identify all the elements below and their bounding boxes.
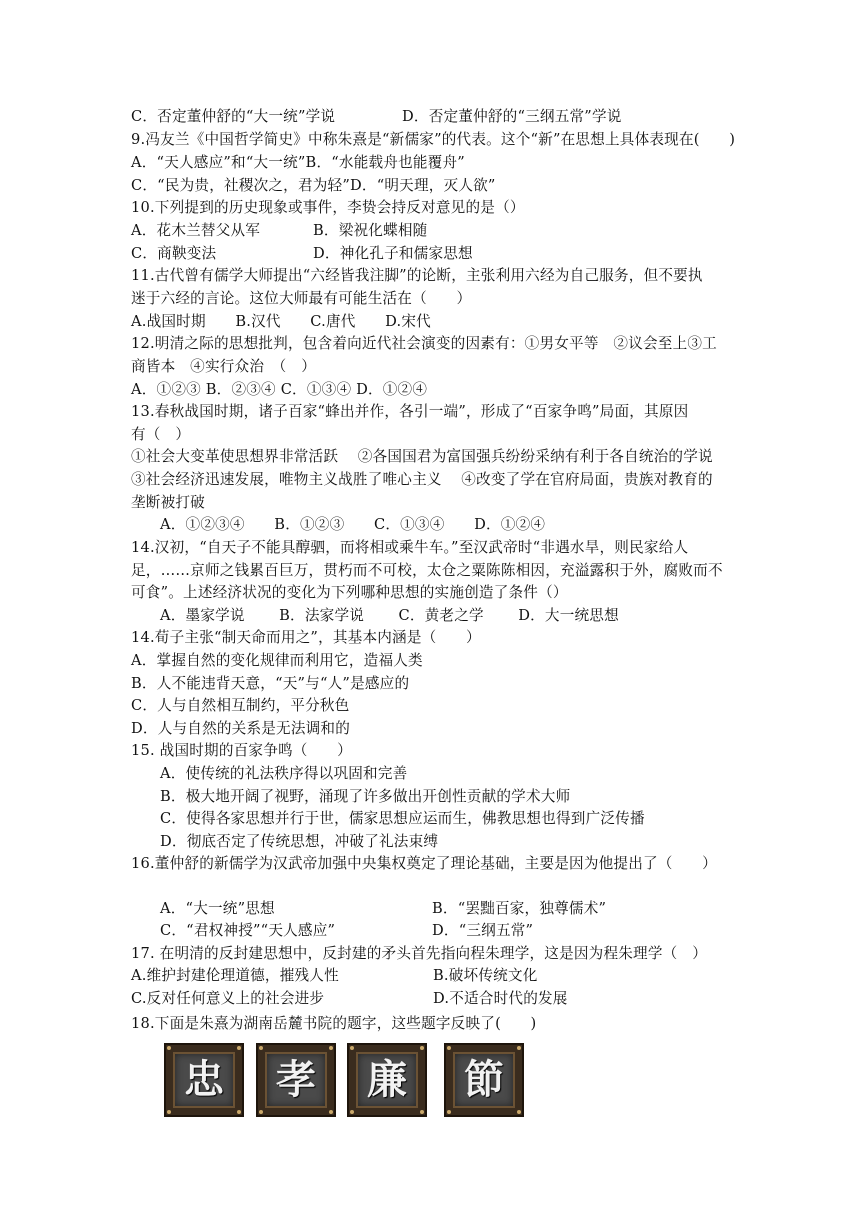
question-stem: 16.董仲舒的新儒学为汉武帝加强中央集权奠定了理论基础，主要是因为他提出了（ ） — [131, 855, 717, 872]
option-d: D．神化孔子和儒家思想 — [313, 245, 473, 262]
nail-icon — [237, 1110, 241, 1114]
option-d: D．“三纲五常” — [432, 922, 534, 939]
option-d: D.不适合时代的发展 — [433, 990, 568, 1007]
nail-icon — [447, 1046, 451, 1050]
option-line: D．彻底否定了传统思想，冲破了礼法束缚 — [160, 833, 439, 850]
calligraphy-character: 廉 — [367, 1056, 407, 1103]
calligraphy-tablet — [347, 1043, 427, 1117]
nail-icon — [167, 1046, 171, 1050]
nail-icon — [420, 1110, 424, 1114]
option-a: A．花木兰替父从军 — [131, 222, 261, 239]
option-line: C．使得各家思想并行于世，儒家思想应运而生，佛教思想也得到广泛传播 — [160, 810, 645, 827]
question-stem: 商皆本 ④实行众治 （ ） — [131, 358, 317, 375]
question-stem: 迷于六经的言论。这位大师最有可能生活在（ ） — [131, 290, 472, 307]
option-a: A．“大一统”思想 — [160, 900, 275, 917]
option-b: B．“罢黜百家，独尊儒术” — [432, 900, 607, 917]
nail-icon — [237, 1046, 241, 1050]
nail-icon — [420, 1046, 424, 1050]
statement-line: 垄断被打破 — [131, 494, 205, 511]
question-stem: 17. 在明清的反封建思想中，反封建的矛头首先指向程朱理学，这是因为程朱理学（ ） — [131, 945, 708, 962]
option-b: B.破坏传统文化 — [433, 967, 538, 984]
question-stem: 12.明清之际的思想批判，包含着向近代社会演变的因素有：①男女平等 ②议会至上③工 — [131, 335, 717, 352]
option-line — [160, 921, 534, 941]
question-stem: 足，……京师之钱累百巨万，贯朽而不可校，太仓之粟陈陈相因，充溢露积于外，腐败而不 — [131, 562, 723, 579]
question-stem: 13.春秋战国时期，诸子百家“蜂出并作，各引一端”，形成了“百家争鸣”局面，其原因 — [131, 403, 689, 420]
calligraphy-tablet — [444, 1043, 524, 1117]
nail-icon — [259, 1110, 263, 1114]
option-a: A.维护封建伦理道德，摧残人性 — [131, 967, 339, 984]
statement-line: ①社会大变革使思想界非常活跃 ②各国国君为富国强兵纷纷采纳有利于各自统治的学说 — [131, 448, 713, 465]
option-line: B．人不能违背天意，“天”与“人”是感应的 — [131, 675, 410, 692]
option-d: D．否定董仲舒的“三纲五常”学说 — [402, 108, 622, 125]
nail-icon — [350, 1046, 354, 1050]
nail-icon — [447, 1110, 451, 1114]
option-line — [131, 966, 538, 986]
option-c: C．商鞅变法 — [131, 245, 217, 262]
option-line: A．墨家学说 B．法家学说 C．黄老之学 D．大一统思想 — [160, 607, 619, 624]
calligraphy-character: 忠 — [184, 1056, 224, 1103]
calligraphy-character: 孝 — [276, 1056, 316, 1103]
question-stem: 11.古代曾有儒学大师提出“六经皆我注脚”的论断，主张利用六经为自己服务，但不要执 — [131, 267, 703, 284]
option-line — [131, 989, 568, 1009]
question-stem: 14.汉初，“自天子不能具醇驷，而将相或乘牛车。”至汉武帝时“非遇水旱，则民家给人 — [131, 539, 689, 556]
option-line — [160, 899, 607, 919]
nail-icon — [350, 1110, 354, 1114]
option-line: B．极大地开阔了视野，涌现了许多做出开创性贡献的学术大师 — [160, 788, 571, 805]
option-line — [131, 107, 622, 127]
option-c: C．否定董仲舒的“大一统”学说 — [131, 108, 336, 125]
nail-icon — [259, 1046, 263, 1050]
option-line: A．掌握自然的变化规律而利用它，造福人类 — [131, 652, 423, 669]
option-line: C．人与自然相互制约，平分秋色 — [131, 697, 350, 714]
question-stem: 有（ ） — [131, 426, 191, 443]
question-stem: 15. 战国时期的百家争鸣（ ） — [131, 742, 352, 759]
option-line: C．“民为贵，社稷次之，君为轻”D．“明天理，灭人欲” — [131, 177, 496, 194]
option-line: A．使传统的礼法秩序得以巩固和完善 — [160, 765, 408, 782]
calligraphy-character: 節 — [464, 1056, 504, 1103]
calligraphy-tablet — [256, 1043, 336, 1117]
nail-icon — [329, 1046, 333, 1050]
nail-icon — [517, 1046, 521, 1050]
question-stem: 18.下面是朱熹为湖南岳麓书院的题字，这些题字反映了( ) — [131, 1015, 537, 1032]
option-line — [131, 244, 473, 264]
option-c: C.反对任何意义上的社会进步 — [131, 990, 325, 1007]
option-c: C．“君权神授”“天人感应” — [160, 922, 336, 939]
question-stem: 10.下列提到的历史现象或事件，李贽会持反对意见的是（） — [131, 199, 525, 216]
statement-line: ③社会经济迅速发展，唯物主义战胜了唯心主义 ④改变了学在官府局面，贵族对教育的 — [131, 471, 713, 488]
option-line: A．①②③ B．②③④ C．①③④ D．①②④ — [131, 381, 428, 398]
nail-icon — [167, 1110, 171, 1114]
option-b: B．梁祝化蝶相随 — [313, 222, 428, 239]
question-stem: 14.荀子主张“制天命而用之”，其基本内涵是（ ） — [131, 629, 481, 646]
option-line: D．人与自然的关系是无法调和的 — [131, 720, 351, 737]
nail-icon — [517, 1110, 521, 1114]
calligraphy-tablet — [164, 1043, 244, 1117]
option-line — [131, 221, 428, 241]
option-line: A.战国时期 B.汉代 C.唐代 D.宋代 — [131, 313, 431, 330]
question-stem: 可食”。上述经济状况的变化为下列哪种思想的实施创造了条件（） — [131, 584, 568, 601]
option-line: A．①②③④ B．①②③ C．①③④ D．①②④ — [160, 516, 546, 533]
nail-icon — [329, 1110, 333, 1114]
option-line: A．“天人感应”和“大一统”B．“水能载舟也能覆舟” — [131, 154, 465, 171]
question-stem: 9.冯友兰《中国哲学简史》中称朱熹是“新儒家”的代表。这个“新”在思想上具体表现在( ) — [131, 131, 736, 148]
